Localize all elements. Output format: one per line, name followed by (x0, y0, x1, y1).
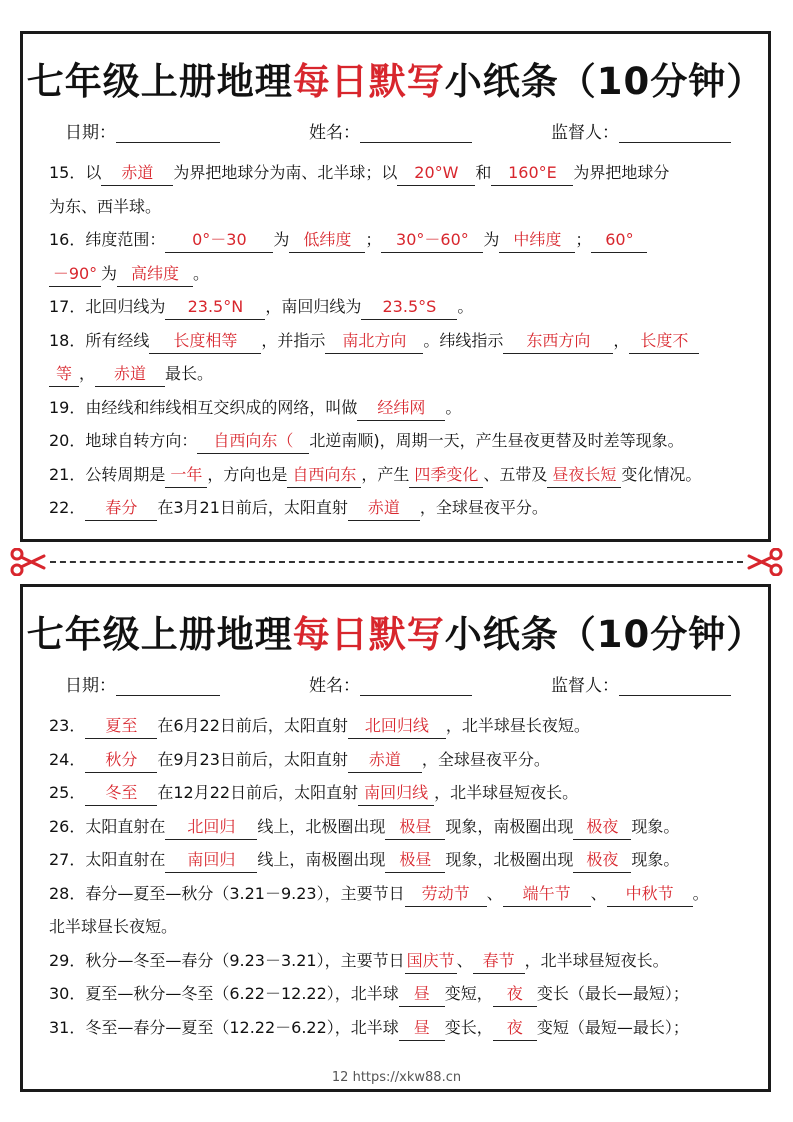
question-line (23, 290, 768, 324)
question-text: 21．公转周期是 (49, 464, 166, 484)
name-blank[interactable] (360, 122, 472, 143)
question-text: 现象，南极圈出现 (445, 816, 574, 836)
date-field (65, 671, 220, 696)
answer-blank[interactable]: 北回归线 (348, 714, 446, 739)
question-line (23, 776, 768, 810)
question-text: 。 (193, 263, 210, 283)
question-text: 20．地球自转方向： (49, 431, 198, 450)
question-text: 31．冬至—春分—夏至（12.22－6.22），北半球 (49, 1017, 399, 1037)
date-label: 日期： (65, 676, 116, 696)
question-text: 24． (49, 749, 86, 769)
question-line (23, 458, 768, 492)
page-footer: 12 https://xkw88.cn (331, 1070, 462, 1085)
question-text: 19．由经线和纬线相互交织成的网络，叫做 (49, 397, 358, 417)
answer-blank[interactable]: 赤道 (95, 362, 165, 387)
question-text: 北逆南顺)，周期一天，产生昼夜更替及时差等现象。 (309, 431, 684, 450)
question-text: 18．所有经线 (49, 330, 150, 350)
question-text: 变长（最长—最短）； (536, 984, 689, 1003)
question-text: 在12月22日前后，太阳直射 (157, 783, 359, 802)
answer-blank[interactable]: 等 (49, 362, 79, 387)
question-line (23, 257, 768, 291)
question-text: 为东、西半球。 (49, 196, 162, 216)
question-line (23, 190, 768, 224)
answer-blank[interactable]: 南北方向 (325, 329, 423, 354)
question-text: 现象。 (631, 850, 680, 869)
question-text: 为界把地球分为南、北半球；以 (173, 163, 398, 182)
question-text: 线上，北极圈出现 (257, 816, 386, 836)
answer-blank[interactable]: 秋分 (85, 748, 157, 773)
question-text: 22． (49, 498, 86, 517)
question-text: 变短（最短—最长）； (536, 1017, 689, 1037)
name-blank[interactable] (360, 675, 472, 696)
question-text: 25． (49, 783, 86, 802)
question-text: 在6月22日前后，太阳直射 (157, 716, 348, 735)
question-text: 现象。 (631, 816, 680, 836)
meta-fields (23, 118, 768, 148)
question-text: 。纬线指示 (423, 330, 504, 350)
date-field (65, 118, 220, 143)
title-suffix: 小纸条（10分钟） (444, 60, 765, 103)
question-text: ； (365, 230, 382, 249)
question-line (23, 810, 768, 844)
answer-blank[interactable]: 春节 (473, 949, 525, 974)
scissors-icon (747, 548, 783, 576)
question-text: 在3月21日前后，太阳直射 (157, 498, 348, 517)
question-text: 、五带及 (483, 464, 548, 484)
name-field (309, 118, 472, 143)
answer-blank[interactable]: 赤道 (348, 496, 420, 521)
question-text: 为 (483, 230, 500, 249)
answer-blank[interactable]: 中纬度 (499, 228, 575, 253)
answer-blank[interactable]: 极昼 (385, 848, 445, 873)
answer-blank[interactable]: 0°－30 (165, 228, 273, 253)
answer-blank[interactable]: 赤道 (101, 161, 173, 186)
answer-blank[interactable]: 昼夜长短 (547, 463, 621, 488)
title-suffix: 小纸条（10分钟） (444, 613, 765, 656)
answer-blank[interactable]: 春分 (85, 496, 157, 521)
question-text: 变化情况。 (621, 464, 702, 484)
question-line (23, 156, 768, 190)
question-line (23, 910, 768, 944)
title-highlight: 每日默写 (292, 613, 445, 656)
answer-blank[interactable]: 160°E (491, 161, 573, 186)
date-label: 日期： (65, 123, 116, 143)
answer-blank[interactable]: 高纬度 (117, 262, 193, 287)
answer-blank[interactable]: 四季变化 (409, 463, 483, 488)
question-line (23, 324, 768, 358)
question-text: ； (575, 230, 592, 249)
question-text: 、 (590, 883, 607, 903)
answer-blank[interactable]: 自西向东 (287, 463, 361, 488)
question-text: 27．太阳直射在 (49, 850, 166, 869)
answer-blank[interactable]: 赤道 (348, 748, 422, 773)
question-text: 。 (445, 397, 462, 417)
question-text: 为 (273, 230, 290, 249)
question-line (23, 357, 768, 391)
question-lines (23, 709, 768, 1044)
answer-blank[interactable]: 低纬度 (289, 228, 365, 253)
question-text: ，北半球昼短夜长。 (524, 950, 669, 970)
answer-blank[interactable]: 北回归 (165, 815, 257, 840)
question-text: ， (79, 364, 96, 383)
answer-blank[interactable]: 国庆节 (405, 949, 457, 974)
supervisor-label: 监督人： (551, 676, 619, 696)
question-text: ，北半球昼长夜短。 (445, 716, 590, 735)
answer-blank[interactable]: 极昼 (385, 815, 445, 840)
answer-blank[interactable]: 极夜 (573, 848, 631, 873)
answer-blank[interactable]: 极夜 (573, 815, 631, 840)
supervisor-blank[interactable] (619, 675, 731, 696)
question-text: 为界把地球分 (573, 163, 670, 182)
question-line (23, 743, 768, 777)
question-text: 线上，南极圈出现 (257, 850, 386, 869)
question-text: 在9月23日前后，太阳直射 (157, 749, 348, 769)
question-text: 为 (101, 263, 118, 283)
title-highlight: 每日默写 (292, 60, 445, 103)
question-text: 16．纬度范围： (49, 230, 166, 249)
question-text: ，方向也是 (207, 464, 288, 484)
name-label: 姓名： (309, 676, 360, 696)
supervisor-blank[interactable] (619, 122, 731, 143)
question-text: ，全球昼夜平分。 (419, 498, 548, 517)
question-text: 和 (475, 163, 492, 182)
dictation-card-1 (20, 31, 771, 542)
question-text: ，北半球昼短夜长。 (434, 783, 579, 802)
answer-blank[interactable]: 23.5°S (361, 295, 457, 320)
date-blank[interactable] (116, 675, 220, 696)
answer-blank[interactable]: 自西向东（ (197, 429, 309, 454)
name-field (309, 671, 472, 696)
question-text: ，全球昼夜平分。 (421, 749, 550, 769)
question-text: 23． (49, 716, 86, 735)
answer-blank[interactable]: 端午节 (503, 882, 591, 907)
answer-blank[interactable]: 南回归 (165, 848, 257, 873)
question-text: 北半球昼长夜短。 (49, 917, 178, 936)
question-text: 29．秋分—冬至—春分（9.23－3.21），主要节日 (49, 950, 405, 970)
dashed-divider (50, 561, 743, 563)
meta-fields (23, 671, 768, 701)
question-text: ，南回归线为 (265, 297, 362, 316)
answer-blank[interactable]: 长度相等 (149, 329, 261, 354)
question-line (23, 877, 768, 911)
question-text: ，产生 (361, 464, 410, 484)
question-text: ，并指示 (261, 330, 326, 350)
supervisor-field (551, 671, 731, 696)
answer-blank[interactable]: 夜 (493, 1016, 537, 1041)
answer-blank[interactable]: 20°W (397, 161, 475, 186)
question-text: 现象，北极圈出现 (445, 850, 574, 869)
answer-blank[interactable]: 夏至 (85, 714, 157, 739)
answer-blank[interactable]: 长度不 (629, 329, 699, 354)
supervisor-field (551, 118, 731, 143)
question-text: 变长， (444, 1017, 493, 1037)
name-label: 姓名： (309, 123, 360, 143)
question-text: 。 (457, 297, 474, 316)
question-line (23, 424, 768, 458)
answer-blank[interactable]: 劳动节 (405, 882, 487, 907)
question-line (23, 709, 768, 743)
scissors-icon (10, 548, 46, 576)
answer-blank[interactable]: 中秋节 (607, 882, 693, 907)
answer-blank[interactable]: 夜 (493, 982, 537, 1007)
answer-blank[interactable]: 23.5°N (165, 295, 265, 320)
question-line (23, 391, 768, 425)
answer-blank[interactable]: 冬至 (85, 781, 157, 806)
card-title (23, 609, 768, 661)
question-text: 最长。 (165, 364, 214, 383)
question-lines (23, 156, 768, 525)
title-prefix: 七年级上册地理 (26, 60, 293, 103)
question-line (23, 977, 768, 1011)
answer-blank[interactable]: 东西方向 (503, 329, 613, 354)
card-title (23, 56, 768, 108)
question-text: 。 (692, 883, 709, 903)
cut-line (0, 548, 793, 576)
question-line (23, 944, 768, 978)
question-text: 17．北回归线为 (49, 297, 166, 316)
question-text: 28．春分—夏至—秋分（3.21－9.23），主要节日 (49, 883, 405, 903)
answer-blank[interactable]: 60° (591, 228, 647, 253)
answer-blank[interactable]: 30°－60° (381, 228, 483, 253)
question-text: 、 (456, 950, 473, 970)
title-prefix: 七年级上册地理 (26, 613, 293, 656)
question-line (23, 843, 768, 877)
question-text: 30．夏至—秋分—冬至（6.22－12.22），北半球 (49, 984, 399, 1003)
answer-blank[interactable]: 昼 (399, 982, 445, 1007)
question-text: 26．太阳直射在 (49, 816, 166, 836)
answer-blank[interactable]: 经纬网 (357, 396, 445, 421)
question-text: 、 (486, 883, 503, 903)
question-line (23, 1011, 768, 1045)
question-line (23, 223, 768, 257)
supervisor-label: 监督人： (551, 123, 619, 143)
answer-blank[interactable]: －90° (49, 262, 101, 287)
question-text: 15．以 (49, 163, 102, 182)
question-line (23, 491, 768, 525)
date-blank[interactable] (116, 122, 220, 143)
answer-blank[interactable]: 昼 (399, 1016, 445, 1041)
question-text: ， (613, 330, 630, 350)
answer-blank[interactable]: 南回归线 (358, 781, 434, 806)
dictation-card-2 (20, 584, 771, 1092)
question-text: 变短， (444, 984, 493, 1003)
answer-blank[interactable]: 一年 (165, 463, 207, 488)
